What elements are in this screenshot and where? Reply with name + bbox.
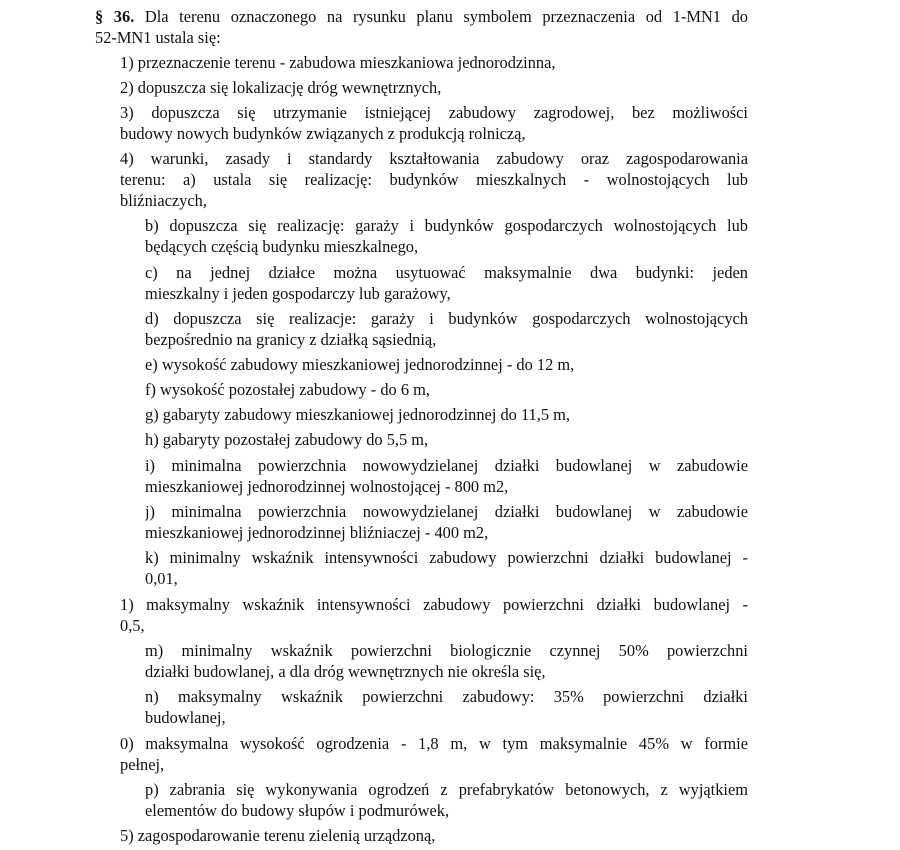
subitem-b-line-1: b) dopuszcza się realizację: garaży i budynków gospodarczych wolnostojących lub — [145, 216, 748, 235]
subitem-i-line-1: i) minimalna powierzchnia nowowydzielanej działki budowlanej w zabudowie — [145, 456, 748, 475]
item-5: 5) zagospodarowanie terenu zielenią urządzoną, — [120, 826, 436, 845]
subitem-f: f) wysokość pozostałej zabudowy - do 6 m, — [145, 380, 430, 399]
subitem-e: e) wysokość zabudowy mieszkaniowej jednorodzinnej - do 12 m, — [145, 355, 575, 374]
item-2: 2) dopuszcza się lokalizację dróg wewnętrznych, — [120, 78, 442, 97]
subitem-n-line-1: n) maksymalny wskaźnik powierzchni zabudowy: 35% powierzchni działki — [145, 687, 748, 706]
subitem-k-line-1: k) minimalny wskaźnik intensywności zabudowy powierzchni działki budowlanej - — [145, 548, 748, 567]
item-4-line-1: 4) warunki, zasady i standardy kształtowania zabudowy oraz zagospodarowania — [120, 149, 748, 168]
subitem-h: h) gabaryty pozostałej zabudowy do 5,5 m, — [145, 430, 429, 449]
subitem-l-line-1: 1) maksymalny wskaźnik intensywności zabudowy powierzchni działki budowlanej - — [120, 595, 748, 614]
subitem-l-line-2: 0,5, — [120, 616, 145, 635]
paragraph-intro-line-1 — [95, 7, 748, 27]
subitem-k-line-2: 0,01, — [145, 569, 178, 588]
item-1: 1) przeznaczenie terenu - zabudowa mieszkaniowa jednorodzinna, — [120, 53, 556, 72]
subitem-o-line-1: 0) maksymalna wysokość ogrodzenia - 1,8 m, w tym maksymalnie 45% w formie — [120, 734, 748, 753]
subitem-d-line-2: bezpośrednio na granicy z działką sąsiednią, — [145, 330, 437, 349]
paragraph-number: § 36. — [95, 7, 135, 26]
subitem-g: g) gabaryty zabudowy mieszkaniowej jednorodzinnej do 11,5 m, — [145, 405, 570, 424]
paragraph-intro-text: Dla terenu oznaczonego na rysunku planu symbolem przeznaczenia od 1-MN1 do — [144, 7, 748, 26]
subitem-j-line-1: j) minimalna powierzchnia nowowydzielanej działki budowlanej w zabudowie — [145, 502, 748, 521]
item-4-line-3: bliźniaczych, — [120, 191, 207, 210]
item-3-line-2: budowy nowych budynków związanych z produkcją rolniczą, — [120, 124, 526, 143]
subitem-o-line-2: pełnej, — [120, 755, 165, 774]
subitem-d-line-1: d) dopuszcza się realizacje: garaży i budynków gospodarczych wolnostojących — [145, 309, 748, 328]
subitem-b-line-2: będących częścią budynku mieszkalnego, — [145, 237, 419, 256]
item-3-line-1: 3) dopuszcza się utrzymanie istniejącej zabudowy zagrodowej, bez możliwości — [120, 103, 748, 122]
subitem-i-line-2: mieszkaniowej jednorodzinnej wolnostojącej - 800 m2, — [145, 477, 509, 496]
subitem-p-line-2: elementów do budowy słupów i podmurówek, — [145, 801, 450, 820]
subitem-n-line-2: budowlanej, — [145, 708, 226, 727]
subitem-m-line-2: działki budowlanej, a dla dróg wewnętrznych nie określa się, — [145, 662, 546, 681]
subitem-c-line-1: c) na jednej działce można usytuować maksymalnie dwa budynki: jeden — [145, 263, 748, 282]
item-4-line-2: terenu: a) ustala się realizację: budynków mieszkalnych - wolnostojących lub — [120, 170, 748, 189]
subitem-p-line-1: p) zabrania się wykonywania ogrodzeń z prefabrykatów betonowych, z wyjątkiem — [145, 780, 748, 799]
subitem-j-line-2: mieszkaniowej jednorodzinnej bliźniaczej - 400 m2, — [145, 523, 489, 542]
subitem-c-line-2: mieszkalny i jeden gospodarczy lub garażowy, — [145, 284, 451, 303]
subitem-m-line-1: m) minimalny wskaźnik powierzchni biologicznie czynnej 50% powierzchni — [145, 641, 748, 660]
paragraph-intro-line-2: 52-MN1 ustala się: — [95, 28, 221, 47]
